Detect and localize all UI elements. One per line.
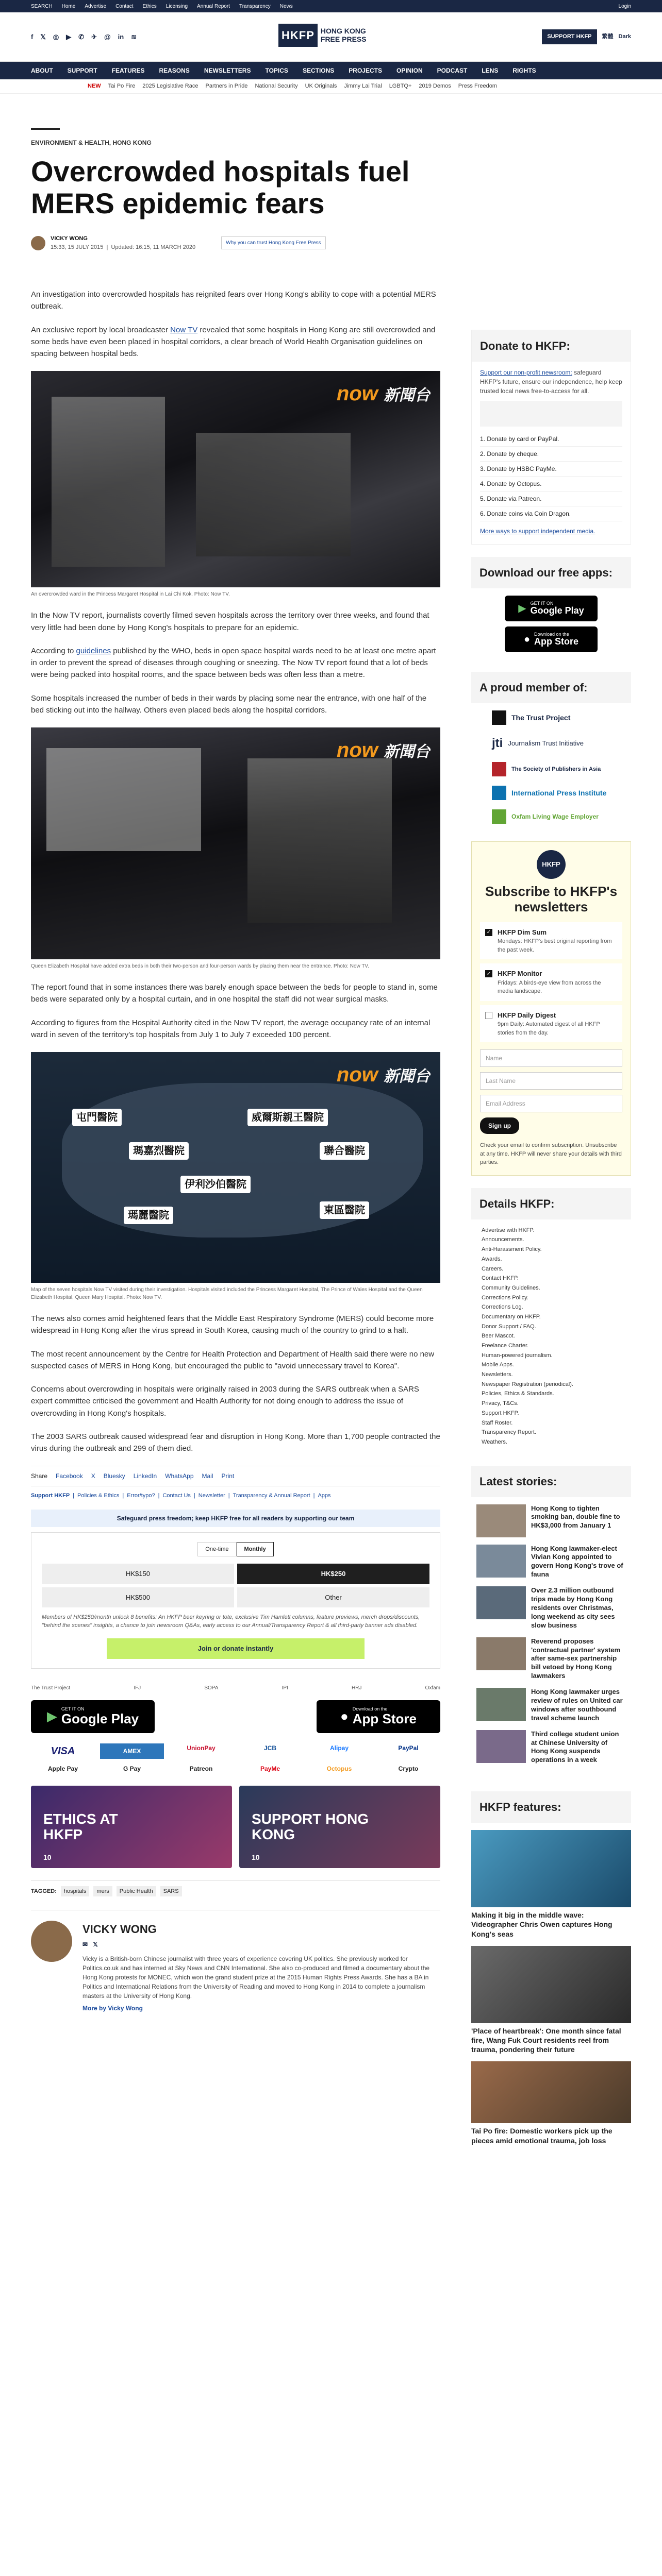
- author-avatar[interactable]: [31, 236, 45, 250]
- logo-text: HONG KONG FREE PRESS: [320, 27, 367, 43]
- payment-icons: [480, 401, 622, 427]
- payment-logos: [31, 1743, 440, 1773]
- topbar-annual-report[interactable]: Annual Report: [197, 3, 230, 9]
- author-bio: Vicky is a British-born Chinese journalist with three years of experience covering UK politics. She previously worked for Politics.co.uk and has interned at Sky News and CNN International. She also co-produced and filmed a documentary about the Hong Kong protests for MONEC, which won the grand student prize at the 2015 Human Rights Press Awards. She has a BA in Politics and International Relations from the University of Reading and moved to Hong Kong in 2014 to complete a journalism masters at the University of Hong Kong.: [82, 1955, 430, 2000]
- donate-item[interactable]: 4. Donate by Octopus.: [480, 477, 622, 492]
- email-input[interactable]: Email Address: [480, 1095, 622, 1112]
- feature-story[interactable]: [471, 1946, 631, 2055]
- partner-logos: [31, 1684, 440, 1692]
- paragraph: An investigation into overcrowded hospitals has reignited fears over Hong Kong's ability to cope with a potential MERS outbreak.: [31, 290, 436, 311]
- payment-logo: Octopus: [326, 1765, 352, 1772]
- dark-mode-toggle[interactable]: Dark: [618, 33, 631, 40]
- donate-banner: Safeguard press freedom; keep HKFP free for all readers by supporting our team: [31, 1510, 440, 1527]
- newsletter-name: HKFP Dim Sum: [498, 928, 547, 936]
- queen-elizabeth-photo: [31, 727, 440, 959]
- tags-label: TAGGED:: [31, 1888, 57, 1894]
- about-link[interactable]: Careers.: [482, 1265, 504, 1272]
- youtube-icon[interactable]: ▶: [66, 32, 72, 41]
- social-links: [31, 32, 137, 42]
- hospital-map: [31, 1052, 440, 1283]
- payment-logo: UnionPay: [187, 1744, 216, 1752]
- header-actions: [542, 29, 631, 44]
- features-title: HKFP features:: [471, 1791, 631, 1823]
- support-link[interactable]: Support HKFP: [31, 1493, 70, 1499]
- tag[interactable]: hospitals: [61, 1886, 89, 1897]
- donate-item[interactable]: 2. Donate by cheque.: [480, 447, 622, 462]
- support-link[interactable]: Transparency & Annual Report: [233, 1493, 310, 1499]
- amount-option[interactable]: HK$500: [42, 1587, 234, 1608]
- logo-box: HKFP: [278, 24, 318, 47]
- author-box-name[interactable]: VICKY WONG: [82, 1923, 157, 1936]
- topbar-search[interactable]: SEARCH: [31, 3, 53, 9]
- topbar-ethics[interactable]: Ethics: [142, 3, 157, 9]
- newsletter-checkbox[interactable]: ✓: [485, 929, 492, 936]
- trending-item[interactable]: UK Originals: [305, 83, 337, 90]
- byline: [31, 234, 631, 251]
- donate-title: Donate to HKFP:: [472, 330, 631, 362]
- apple-icon: ●: [523, 634, 531, 645]
- newsletter-checkbox[interactable]: ✓: [485, 970, 492, 977]
- map-label: 屯門醫院: [72, 1109, 122, 1126]
- trust-project-icon: [492, 710, 506, 725]
- support-link[interactable]: Newsletter: [198, 1493, 225, 1499]
- latest-story[interactable]: Hong Kong to tighten smoking ban, double fine to HK$3,000 from January 1: [476, 1504, 626, 1537]
- amount-option[interactable]: Other: [237, 1587, 429, 1608]
- story-thumbnail: [476, 1730, 526, 1763]
- about-link[interactable]: Support HKFP.: [482, 1410, 519, 1416]
- donate-note: Members of HK$250/month unlock 8 benefits: An HKFP beer keyring or tote, exclusive Tim Hamlett columns, feature previews, merch drops/discounts, "behind the scenes" insights, a chance to join newsroom Q&As, early access to our Annual/Transparency Report & all third-party banner ads disabled.: [42, 1614, 420, 1629]
- freq-one-time[interactable]: One-time: [197, 1542, 236, 1557]
- story-thumbnail: [476, 1637, 526, 1670]
- about-title: Details HKFP:: [471, 1188, 631, 1219]
- nav-reasons[interactable]: REASONS: [159, 67, 190, 74]
- author-box: [31, 1910, 440, 2013]
- article-body: [31, 289, 440, 2013]
- map-label: 聯合醫院: [320, 1142, 369, 1160]
- share-bluesky[interactable]: Bluesky: [103, 1472, 125, 1480]
- about-link[interactable]: Documentary on HKFP.: [482, 1313, 541, 1320]
- now-tv-logo: now 新聞台: [336, 739, 430, 761]
- support-links: Support HKFP | Policies & Ethics | Error/typo? | Contact Us | Newsletter | Transparency & Annual Report | Apps: [31, 1492, 440, 1500]
- amount-option-selected[interactable]: HK$250: [237, 1564, 429, 1584]
- promo-number: 10: [43, 1853, 52, 1861]
- ward-photo: [31, 371, 440, 587]
- about-link[interactable]: Community Guidelines.: [482, 1284, 540, 1291]
- about-link[interactable]: Freelance Charter.: [482, 1343, 529, 1349]
- paragraph: An exclusive report by local broadcaster Now TV revealed that some hospitals in Hong Kong are still overcrowded and some beds have even been placed in hospital corridors, a clear breach of World Health Organisation guidelines on spacing between hospital beds.: [31, 325, 436, 358]
- payment-logo: AMEX: [100, 1743, 164, 1759]
- trending-new-label: NEW: [88, 83, 101, 90]
- newsletter-box: [471, 841, 631, 1176]
- about-list: [471, 1219, 631, 1453]
- payment-logo: PayMe: [260, 1765, 280, 1772]
- trending-item[interactable]: 2025 Legislative Race: [142, 83, 198, 90]
- payment-logo: JCB: [263, 1744, 276, 1752]
- oxfam-icon: [492, 809, 506, 824]
- topbar-contact[interactable]: Contact: [115, 3, 134, 9]
- trending-item[interactable]: LGBTQ+: [389, 83, 412, 90]
- paragraph: The 2003 SARS outbreak caused widespread fear and disruption in Hong Kong. More than 1,700 people contracted the virus during the outbreak and 299 of them died.: [31, 1432, 440, 1453]
- trending-bar: [0, 79, 662, 94]
- trending-item[interactable]: 2019 Demos: [419, 83, 451, 90]
- header-rule: [31, 128, 60, 130]
- donate-intro: Support our non-profit newsroom: safeguard HKFP's future, ensure our independence, help keep trusted local news free-to-access for all.: [480, 369, 622, 395]
- member-list: [471, 703, 631, 831]
- member-name[interactable]: The Society of Publishers in Asia: [511, 766, 601, 772]
- photo-caption: An overcrowded ward in the Princess Margaret Hospital in Lai Chi Kok. Photo: Now TV.: [31, 591, 230, 598]
- about-link[interactable]: Anti-Harassment Policy.: [482, 1246, 542, 1253]
- telegram-icon[interactable]: ✈: [91, 32, 97, 41]
- last-name-input[interactable]: Last Name: [480, 1072, 622, 1090]
- sidebar: [471, 330, 631, 2153]
- promo-support-card[interactable]: [239, 1786, 440, 1868]
- payment-logo: VISA: [51, 1745, 75, 1757]
- about-link[interactable]: Human-powered journalism.: [482, 1352, 553, 1359]
- about-link[interactable]: Awards.: [482, 1256, 502, 1262]
- whatsapp-icon[interactable]: ✆: [78, 32, 85, 41]
- newsletter-fine-print: Check your email to confirm subscription. Unsubscribe at any time. HKFP will never share your details with third parties.: [480, 1142, 622, 1166]
- newsletter-desc: Fridays: A birds-eye view from across the media landscape.: [498, 979, 601, 995]
- trending-item[interactable]: Partners in Pride: [205, 83, 248, 90]
- first-name-input[interactable]: Name: [480, 1049, 622, 1067]
- about-link[interactable]: Contact HKFP.: [482, 1275, 519, 1282]
- linkedin-icon[interactable]: in: [118, 32, 124, 41]
- author-email-icon[interactable]: ✉: [82, 1941, 88, 1948]
- sign-up-button[interactable]: Sign up: [480, 1117, 519, 1134]
- latest-story[interactable]: Hong Kong lawmaker-elect Vivian Kong appointed to govern Hong Kong's trove of fauna: [476, 1545, 626, 1580]
- join-donate-button[interactable]: Join or donate instantly: [107, 1638, 365, 1659]
- about-link[interactable]: Newsletters.: [482, 1371, 513, 1378]
- payment-logo: PayPal: [398, 1744, 419, 1752]
- trending-item[interactable]: Press Freedom: [458, 83, 497, 90]
- paragraph: The report found that in some instances there was barely enough space between the beds for people to stand in, some beds were separated only by a hospital curtain, and in one hospital the staff did not wear surgical masks.: [31, 983, 438, 1004]
- nav-opinion[interactable]: OPINION: [396, 67, 423, 74]
- donate-item[interactable]: 5. Donate via Patreon.: [480, 492, 622, 506]
- main-nav: [0, 62, 662, 79]
- newsletter-checkbox[interactable]: [485, 1012, 492, 1019]
- about-link[interactable]: Advertise with HKFP.: [482, 1227, 535, 1233]
- feature-image: [471, 1830, 631, 1907]
- about-link[interactable]: Policies, Ethics & Standards.: [482, 1391, 554, 1397]
- partner-logo[interactable]: IFJ: [134, 1685, 141, 1691]
- article-header: [0, 128, 662, 251]
- promo-cards: [31, 1786, 440, 1868]
- about-link[interactable]: Newspaper Registration (periodical).: [482, 1381, 573, 1387]
- donate-widget: [31, 1510, 440, 1669]
- app-store-button[interactable]: ● Download on the App Store: [505, 626, 598, 652]
- tags-row: [31, 1880, 440, 1897]
- tag[interactable]: Public Health: [117, 1886, 156, 1897]
- share-x[interactable]: X: [91, 1472, 95, 1480]
- author-x-icon[interactable]: 𝕏: [93, 1941, 98, 1948]
- google-play-button[interactable]: ▶ GET IT ON Google Play: [31, 1700, 155, 1733]
- support-link[interactable]: Error/typo?: [127, 1493, 155, 1499]
- map-label: 威爾斯親王醫院: [247, 1109, 328, 1126]
- latest-list: [471, 1497, 631, 1780]
- more-by-author-link[interactable]: More by Vicky Wong: [82, 2005, 143, 2012]
- paragraph: Some hospitals increased the number of beds in their wards by placing some near the entrance, with one half of the bed sticking out into the hallway. Others even placed beds along the hospital corridors.: [31, 693, 427, 715]
- about-link[interactable]: Corrections Policy.: [482, 1294, 528, 1301]
- story-thumbnail: [476, 1504, 526, 1537]
- publish-date: 15:33, 15 JULY 2015 | Updated: 16:15, 11 MARCH 2020: [51, 244, 196, 250]
- partner-logo[interactable]: SOPA: [204, 1685, 219, 1691]
- amount-option[interactable]: HK$150: [42, 1564, 234, 1584]
- nav-about[interactable]: ABOUT: [31, 67, 53, 74]
- member-name[interactable]: International Press Institute: [511, 788, 607, 797]
- newsletter-badge: HKFP: [537, 850, 566, 879]
- feature-title: 'Place of heartbreak': One month since fatal fire, Wang Fuk Court residents reel from trauma, pondering their future: [471, 2026, 621, 2054]
- share-linkedin[interactable]: LinkedIn: [133, 1472, 157, 1480]
- paragraph: According to figures from the Hospital Authority cited in the Now TV report, the average occupancy rate of an internal ward in seven of the territory's top hospitals from July 1 to July 7 exceeded 100 percent.: [31, 1018, 431, 1039]
- article-section[interactable]: ENVIRONMENT & HEALTH, HONG KONG: [31, 139, 152, 146]
- now-tv-logo: now 新聞台: [336, 382, 430, 405]
- story-thumbnail: [476, 1688, 526, 1721]
- rss-icon[interactable]: ≋: [131, 32, 137, 41]
- support-link[interactable]: Apps: [318, 1493, 331, 1499]
- share-label: Share: [31, 1472, 48, 1480]
- support-link[interactable]: Contact Us: [162, 1493, 191, 1499]
- feature-title: Making it big in the middle wave: Videographer Chris Owen captures Hong Kong's seas: [471, 1911, 613, 1938]
- newsletter-name: HKFP Monitor: [498, 970, 542, 978]
- author-photo[interactable]: [31, 1921, 72, 1962]
- site-header: [0, 12, 662, 62]
- donate-item[interactable]: 1. Donate by card or PayPal.: [480, 432, 622, 447]
- now-tv-link[interactable]: Now TV: [170, 325, 198, 334]
- share-print[interactable]: Print: [221, 1472, 235, 1480]
- share-facebook[interactable]: Facebook: [56, 1472, 83, 1480]
- google-play-icon: ▶: [46, 1708, 57, 1724]
- support-link[interactable]: Policies & Ethics: [77, 1493, 120, 1499]
- latest-title: Latest stories:: [471, 1466, 631, 1497]
- more-ways-link[interactable]: More ways to support independent media.: [480, 528, 595, 535]
- photo-caption: Queen Elizabeth Hospital have added extra beds in both their two-person and four-person wards by placing them near the entrance. Photo: Now TV.: [31, 963, 369, 969]
- feature-story[interactable]: [471, 1830, 631, 1939]
- about-link[interactable]: Staff Roster.: [482, 1419, 513, 1426]
- top-utility-bar: [0, 0, 662, 12]
- map-label: 東區醫院: [320, 1201, 369, 1219]
- apple-icon: ●: [340, 1708, 349, 1724]
- nav-features[interactable]: FEATURES: [111, 67, 145, 74]
- x-icon[interactable]: 𝕏: [40, 32, 46, 41]
- newsletter-title: Subscribe to HKFP's newsletters: [485, 884, 618, 914]
- tag[interactable]: SARS: [160, 1886, 182, 1897]
- promo-title: ETHICS AT HKFP: [43, 1810, 118, 1843]
- payment-logo: Patreon: [189, 1765, 213, 1772]
- paragraph: The most recent announcement by the Centre for Health Protection and Department of Health said there were no new suspected cases of MERS in Hong Kong, but encouraged the public to "avoid unnecessary travel to Korea".: [31, 1349, 435, 1370]
- feature-story[interactable]: [471, 2061, 631, 2145]
- share-mail[interactable]: Mail: [202, 1472, 213, 1480]
- features-list: [471, 1823, 631, 2153]
- article-title: Overcrowded hospitals fuel MERS epidemic fears: [31, 155, 410, 219]
- about-link[interactable]: Announcements.: [482, 1236, 524, 1243]
- donate-item[interactable]: 6. Donate coins via Coin Dragon.: [480, 506, 622, 521]
- paragraph: In the Now TV report, journalists covertly filmed seven hospitals across the territory over three weeks, and found that very little had been done by Hong Kong's hospitals to prepare for an epidemic.: [31, 611, 429, 632]
- about-link[interactable]: Weathers.: [482, 1438, 507, 1445]
- guidelines-link[interactable]: guidelines: [76, 646, 111, 655]
- app-store-row: [31, 1700, 440, 1733]
- map-label: 伊利沙伯醫院: [180, 1176, 251, 1193]
- about-link[interactable]: Beer Mascot.: [482, 1333, 515, 1340]
- apps-title: Download our free apps:: [471, 557, 631, 588]
- partner-logo[interactable]: IPI: [282, 1685, 288, 1691]
- nav-newsletters[interactable]: NEWSLETTERS: [204, 67, 251, 74]
- payment-logo: Apple Pay: [47, 1765, 78, 1772]
- trending-item[interactable]: Tai Po Fire: [108, 83, 136, 90]
- partner-logo[interactable]: Oxfam: [425, 1685, 440, 1691]
- app-store-button[interactable]: ● Download on the App Store: [317, 1700, 440, 1733]
- about-link[interactable]: Mobile Apps.: [482, 1362, 514, 1368]
- newsletter-desc: 9pm Daily: Automated digest of all HKFP stories from the day.: [498, 1021, 600, 1036]
- topbar-home[interactable]: Home: [61, 3, 76, 9]
- sidebar-app-buttons: [471, 588, 631, 659]
- partner-logo[interactable]: The Trust Project: [31, 1685, 71, 1691]
- feature-image: [471, 2061, 631, 2123]
- donate-item[interactable]: 3. Donate by HSBC PayMe.: [480, 462, 622, 477]
- proud-member-title: A proud member of:: [471, 672, 631, 703]
- story-thumbnail: [476, 1545, 526, 1578]
- sopa-icon: [492, 762, 506, 776]
- nav-topics[interactable]: TOPICS: [265, 67, 288, 74]
- about-link[interactable]: Corrections Log.: [482, 1304, 523, 1311]
- promo-number: 10: [252, 1853, 260, 1861]
- topbar-advertise[interactable]: Advertise: [85, 3, 107, 9]
- latest-story[interactable]: Hong Kong lawmaker urges review of rules on United car windows after southbound travel scheme launch: [476, 1688, 626, 1723]
- nav-lens[interactable]: LENS: [482, 67, 499, 74]
- freq-monthly[interactable]: Monthly: [237, 1542, 274, 1557]
- newsletter-desc: Mondays: HKFP's best original reporting from the past week.: [498, 938, 612, 953]
- paragraph: According to guidelines published by the WHO, beds in open space hospital wards need to be at least one metre apart in order to prevent the spread of diseases through coughing or sneezing. The Now TV report found that a lot of beds were being packed into hospital rooms, and the space between beds was often less than a metre.: [31, 646, 436, 680]
- nav-projects[interactable]: PROJECTS: [349, 67, 382, 74]
- about-link[interactable]: Privacy, T&Cs.: [482, 1400, 519, 1407]
- trust-badge[interactable]: Why you can trust Hong Kong Free Press: [221, 236, 326, 249]
- photo-caption: Map of the seven hospitals Now TV visited during their investigation. Hospitals visited included the Princess Margaret Hospital, The Prince of Wales Hospital and the Queen Elizabeth Hospital, Queen Mary Hospital. Photo: Now TV.: [31, 1287, 423, 1300]
- member-name[interactable]: Oxfam Living Wage Employer: [511, 813, 599, 820]
- author-name[interactable]: VICKY WONG: [51, 235, 88, 242]
- latest-story[interactable]: Reverend proposes 'contractual partner' system after same-sex partnership bill vetoed by Hong Kong lawmakers: [476, 1637, 626, 1681]
- paragraph: The news also comes amid heightened fears that the Middle East Respiratory Syndrome (MERS) could become more widespread in Hong Kong after the virus spread in South Korea, causing much of the country to grind to a halt.: [31, 1314, 434, 1335]
- facebook-icon[interactable]: f: [31, 32, 34, 41]
- language-toggle[interactable]: 繁體: [602, 33, 614, 40]
- about-link[interactable]: Transparency Report.: [482, 1429, 536, 1436]
- feature-title: Tai Po fire: Domestic workers pick up the pieces amid emotional trauma, job loss: [471, 2127, 613, 2145]
- paragraph: Concerns about overcrowding in hospitals were originally raised in 2003 during the SARS outbreak when a SARS expert committee criticised the government and Health Authority for not doing enough to address the issue of overcrowding in Hong Kong's hospitals.: [31, 1385, 419, 1418]
- nav-support[interactable]: SUPPORT: [67, 67, 97, 74]
- nav-sections[interactable]: SECTIONS: [302, 67, 335, 74]
- payment-logo: Crypto: [398, 1765, 419, 1772]
- share-whatsapp[interactable]: WhatsApp: [165, 1472, 194, 1480]
- instagram-icon[interactable]: ◎: [53, 32, 59, 41]
- payment-logo: Alipay: [329, 1744, 349, 1752]
- support-hkfp-button[interactable]: SUPPORT HKFP: [542, 29, 597, 44]
- topbar-news[interactable]: News: [279, 3, 293, 9]
- site-logo[interactable]: [278, 24, 367, 47]
- donate-box: [471, 330, 631, 545]
- trending-item[interactable]: National Security: [255, 83, 298, 90]
- now-tv-logo: now 新聞台: [336, 1063, 430, 1086]
- latest-story[interactable]: Over 2.3 million outbound trips made by Hong Kong residents over Christmas, long weekend as city sees slow business: [476, 1586, 626, 1630]
- share-bar: [31, 1466, 440, 1486]
- partner-logo[interactable]: HRJ: [351, 1685, 362, 1691]
- story-thumbnail: [476, 1586, 526, 1619]
- member-name[interactable]: Journalism Trust Initiative: [508, 739, 584, 748]
- tag[interactable]: mers: [93, 1886, 112, 1897]
- newsletter-name: HKFP Daily Digest: [498, 1011, 556, 1019]
- payment-logo: G Pay: [123, 1765, 141, 1772]
- promo-ethics-card[interactable]: [31, 1786, 232, 1868]
- google-play-button[interactable]: ▶ GET IT ON Google Play: [505, 596, 598, 621]
- promo-title: SUPPORT HONG KONG: [252, 1810, 369, 1843]
- topbar-transparency[interactable]: Transparency: [239, 3, 271, 9]
- nav-rights[interactable]: RIGHTS: [512, 67, 536, 74]
- ipi-icon: [492, 786, 506, 800]
- trending-item[interactable]: Jimmy Lai Trial: [344, 83, 382, 90]
- threads-icon[interactable]: @: [104, 32, 111, 41]
- latest-story[interactable]: Third college student union at Chinese University of Hong Kong suspends operations in a week: [476, 1730, 626, 1765]
- about-link[interactable]: Donor Support / FAQ.: [482, 1323, 536, 1330]
- nav-podcast[interactable]: PODCAST: [437, 67, 468, 74]
- map-label: 瑪麗醫院: [124, 1207, 173, 1224]
- topbar-licensing[interactable]: Licensing: [166, 3, 188, 9]
- feature-image: [471, 1946, 631, 2023]
- jti-icon: jti: [492, 736, 503, 750]
- map-label: 瑪嘉烈醫院: [129, 1142, 189, 1160]
- topbar-login[interactable]: Login: [618, 3, 631, 9]
- google-play-icon: ▶: [518, 603, 526, 614]
- member-name[interactable]: The Trust Project: [511, 713, 571, 722]
